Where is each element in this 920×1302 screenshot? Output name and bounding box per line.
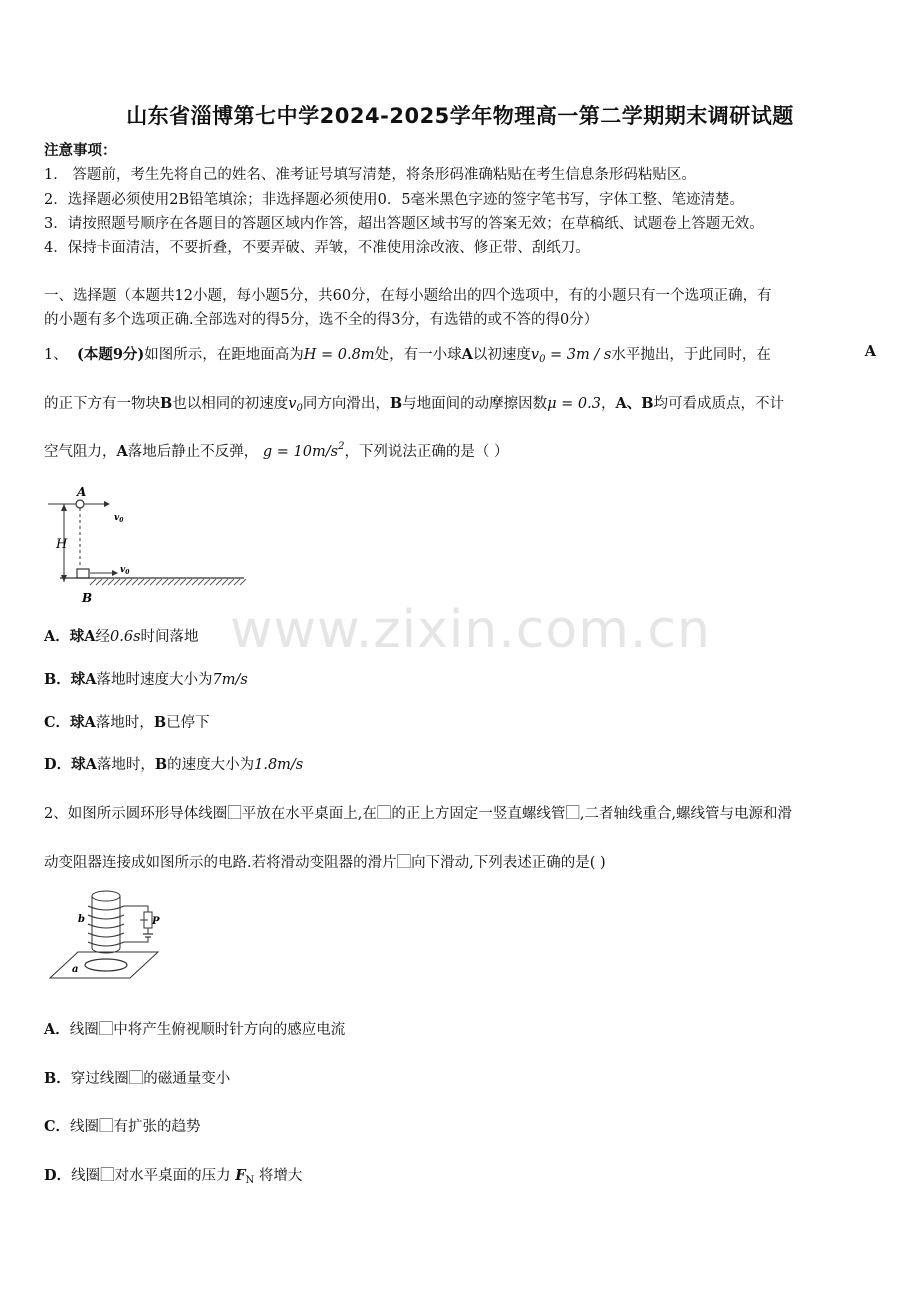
option-text: B． <box>44 1070 71 1087</box>
option-text: 的速度大小为 <box>167 757 255 773</box>
option-text: 经 <box>95 629 111 645</box>
option-text: A．球 <box>44 628 85 645</box>
q1-text: 落地后静止不反弹， <box>127 444 259 460</box>
q1-text: 水平抛出，于此同时，在 <box>611 347 771 363</box>
block-v-sub: 0 <box>125 569 130 576</box>
circuit-wire-bottom <box>124 937 148 942</box>
q1-projectile-figure <box>44 482 250 606</box>
option-text: 落地时， <box>95 715 154 731</box>
height-label: H <box>56 537 68 552</box>
q1-text: ， <box>600 396 616 412</box>
option-text: D． <box>44 1167 72 1184</box>
option-text: 落地时， <box>96 757 155 773</box>
option-value: 7m/s <box>212 672 248 688</box>
option-text: C．球 <box>44 714 85 731</box>
option-text: 已停下 <box>166 715 210 731</box>
q1-gravity-exp: 2 <box>338 441 345 452</box>
q1-text: 也以相同的初速度 <box>172 396 289 412</box>
block-b <box>77 569 89 578</box>
q1-height-formula: H = 0.8m <box>303 347 375 363</box>
option-text: 穿过线圈⃞的磁通量变小 <box>70 1071 231 1087</box>
option-text: 线圈⃞有扩张的趋势 <box>70 1119 201 1135</box>
q1-v0: v <box>530 347 540 363</box>
option-ball: A <box>85 756 97 773</box>
q2-solenoid-figure <box>44 884 164 984</box>
page-title: 山东省淄博第七中学2024-2025学年物理高一第二学期期末调研试题 <box>126 104 794 128</box>
option-text: 将增大 <box>258 1168 303 1184</box>
slider-p-label: P <box>152 916 160 927</box>
q2-line-1: 2、如图所示圆环形导体线圈⃞平放在水平桌面上,在⃞的正上方固定一竖直螺线管⃞,二者轴线重合,螺线管与电源和滑 <box>44 806 793 822</box>
notice-heading: 注意事项： <box>44 142 117 159</box>
q1-text: 如图所示，在距地面高为 <box>144 347 304 363</box>
option-force-sub: N <box>245 1175 255 1186</box>
option-text: 线圈⃞对水平桌面的压力 <box>71 1168 231 1184</box>
ball-a-label: A <box>77 485 87 499</box>
q1-text: 与地面间的动摩擦因数 <box>402 396 548 412</box>
q1-option-b[interactable] <box>44 668 248 689</box>
q2-option-a[interactable] <box>44 1018 345 1039</box>
block-velocity-arrowhead <box>112 570 118 576</box>
solenoid-b-label: b <box>78 914 85 925</box>
section-intro-line-2: 的小题有多个选项正确.全部选对的得5分，选不全的得3分，有选错的或不答的得0分） <box>44 312 599 328</box>
option-text: B．球 <box>44 671 86 688</box>
q1-tag: (本题9分) <box>76 346 145 363</box>
table-surface <box>50 952 158 978</box>
section-intro-line-1: 一、选择题（本题共12小题，每小题5分，共60分，在每小题给出的四个选项中，有的小题只有一个选项正确，有 <box>44 288 772 304</box>
ball-a <box>76 500 84 508</box>
q1-text: 同方向滑出， <box>302 396 390 412</box>
q2-option-b[interactable] <box>44 1067 230 1088</box>
q1-v0-sub: 0 <box>539 354 546 365</box>
option-value: 0.6s <box>110 629 141 645</box>
ground-hatching <box>90 579 246 585</box>
solenoid-top <box>92 891 120 901</box>
block-b-label: B <box>82 591 93 605</box>
option-text: 时间落地 <box>140 629 199 645</box>
option-ball: A <box>85 671 97 688</box>
option-text: C． <box>44 1118 71 1135</box>
q2-option-c[interactable] <box>44 1115 201 1136</box>
option-block: B <box>154 756 168 773</box>
option-text: 落地时速度大小为 <box>96 672 213 688</box>
q1-gravity-formula: g = 10m/s <box>262 444 339 460</box>
q1-label-b: B <box>160 395 173 412</box>
ball-v-symbol: v <box>114 513 120 523</box>
ball-velocity-label <box>114 513 124 524</box>
option-text: 线圈⃞中将产生俯视顺时针方向的感应电流 <box>69 1022 346 1038</box>
ball-v-sub: 0 <box>119 517 124 524</box>
notice-item-2: 2．选择题必须使用2B铅笔填涂；非选择题必须使用0．5毫米黑色字迹的签字笔书写，字体工整、笔迹清楚。 <box>44 192 745 208</box>
option-text: A． <box>44 1021 70 1038</box>
q1-text: 均可看成质点，不计 <box>653 396 784 412</box>
q1-text: 的正下方有一物块 <box>44 396 160 412</box>
q1-option-a[interactable] <box>44 625 199 646</box>
q1-text: 以初速度 <box>472 347 531 363</box>
q1-number: 1、 <box>44 347 68 363</box>
option-ball: A <box>84 628 96 645</box>
q1-line-2 <box>44 392 876 414</box>
coil-a-label: a <box>72 964 79 975</box>
q1-label-a: A <box>864 343 876 360</box>
ball-velocity-arrowhead <box>104 501 110 507</box>
q1-option-d[interactable] <box>44 753 303 774</box>
block-v-symbol: v <box>120 565 126 575</box>
q2-line-2: 动变阻器连接成如图所示的电路.若将滑动变阻器的滑片⃞向下滑动,下列表述正确的是( ) <box>44 855 606 871</box>
solenoid-windings <box>88 906 124 946</box>
q1-speed-formula: = 3m / s <box>550 347 612 363</box>
notice-item-3: 3．请按照题号顺序在各题目的答题区域内作答，超出答题区域书写的答案无效；在草稿纸、试题卷上答题无效。 <box>44 216 764 232</box>
q1-label-a: A <box>461 346 473 363</box>
q1-label-ab: A、B <box>615 395 654 412</box>
q2-option-d[interactable] <box>44 1164 302 1186</box>
circuit-wire-top <box>124 906 148 912</box>
block-velocity-label <box>120 565 130 576</box>
option-force-symbol: F <box>235 1167 246 1184</box>
q1-text: ，下列说法正确的是（ ） <box>344 444 509 460</box>
option-ball: A <box>84 714 96 731</box>
q1-line-3 <box>44 440 509 461</box>
q1-label-b: B <box>389 395 403 412</box>
notice-item-4: 4．保持卡面清洁，不要折叠，不要弄破、弄皱，不准使用涂改液、修正带、刮纸刀。 <box>44 240 590 256</box>
height-arrow-top <box>61 504 67 511</box>
watermark: www.zixin.com.cn <box>230 600 711 660</box>
q1-option-c[interactable] <box>44 711 210 732</box>
option-text: D．球 <box>44 756 86 773</box>
q1-text: 处，有一小球 <box>374 347 462 363</box>
notice-item-1: 1． 答题前，考生先将自己的姓名、准考证号填写清楚，将条形码准确粘贴在考生信息条形码粘贴区。 <box>44 167 696 183</box>
option-value: 1.8m/s <box>254 757 304 773</box>
q1-label-a: A <box>116 443 128 460</box>
q1-text: 空气阻力， <box>44 444 117 460</box>
q1-v0: v <box>288 396 297 412</box>
option-block: B <box>153 714 167 731</box>
q1-line-1 <box>44 343 876 365</box>
q1-friction-formula: μ = 0.3 <box>547 396 601 412</box>
q1-v0-sub: 0 <box>296 403 303 414</box>
